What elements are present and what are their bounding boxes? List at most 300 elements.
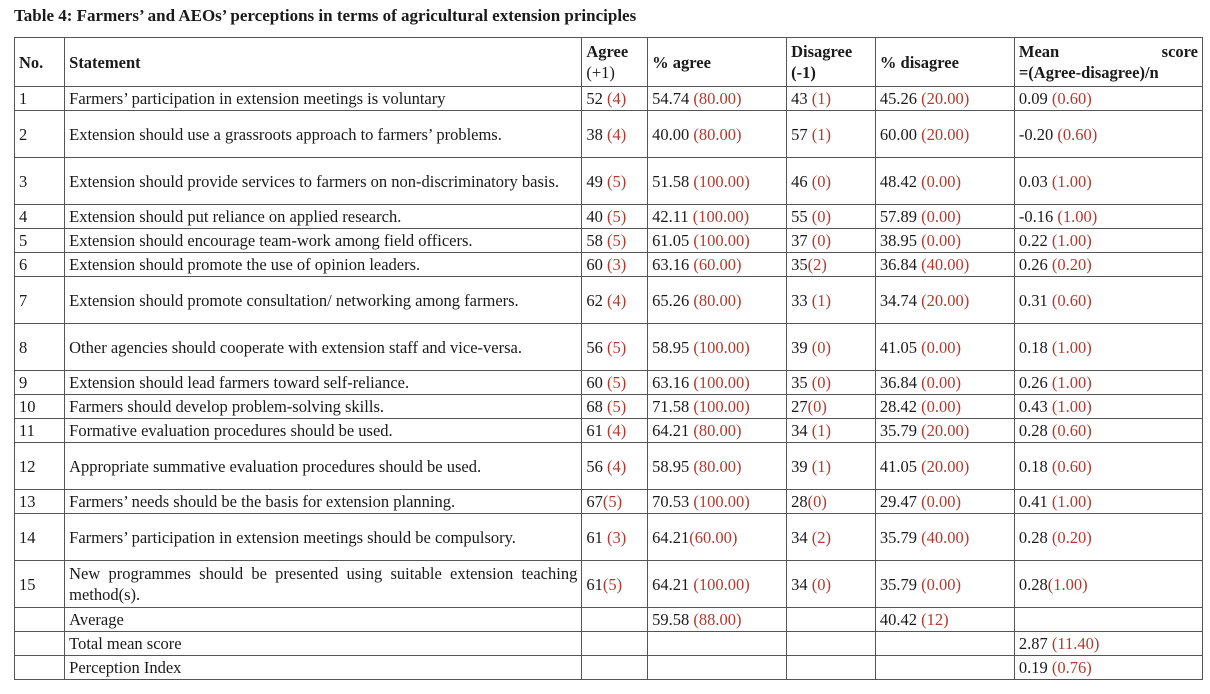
cell-no: 11 [15,419,65,443]
header-disagree-sub: (-1) [791,63,816,82]
cell-mean-score [1014,277,1202,324]
pct-disagree-value: 36.84 [879,255,918,274]
pct-disagree-aeo-value: (0.00) [921,171,962,191]
pct-disagree-aeo-value: (20.00) [921,421,970,440]
disagree-value: 34 [791,527,808,547]
pct-agree-value: 42.11 [652,207,689,226]
cell-pct-agree [648,253,787,277]
table-row [15,158,1203,205]
cell-pct-agree [648,111,787,158]
cell-agree [582,229,648,253]
mean-score-aeo-value: (1.00) [1051,373,1092,392]
table-row [15,111,1203,158]
cell-agree [582,111,648,158]
disagree-value: 39 [791,456,808,476]
cell-no: 7 [15,277,65,324]
cell-no: 1 [15,87,65,111]
average-row-pct-disagree-value: 40.42 [879,610,918,629]
agree-value: 56 [586,337,603,357]
disagree-value: 34 [791,421,808,440]
cell-pct-agree [648,324,787,371]
pct-agree-value: 70.53 [652,492,690,511]
pct-disagree-aeo-value: (20.00) [921,456,970,476]
agree-value: 38 [586,124,603,144]
cell-mean-score [1014,561,1202,608]
cell-disagree [787,324,876,371]
pct-disagree-value: 36.84 [879,373,918,392]
total-row-mean-score-value: 2.87 [1018,634,1048,653]
cell-pct-disagree [875,158,1014,205]
pct-disagree-aeo-value: (20.00) [921,124,970,144]
disagree-aeo-value: (0) [811,207,831,226]
pct-agree-aeo-value: (80.00) [693,89,742,108]
cell-mean-score [1014,253,1202,277]
pct-agree-aeo-value: (80.00) [693,421,742,440]
cell-pct-disagree [875,490,1014,514]
perceptions-table [14,37,1203,680]
pct-agree-value: 63.16 [652,373,690,392]
cell-no: 3 [15,158,65,205]
cell-mean-score [1014,111,1202,158]
pct-agree-value: 65.26 [652,290,690,310]
header-statement-text: Statement [69,52,141,72]
index-row [15,656,1203,680]
average-row-pct-disagree-aeo-value: (12) [921,610,949,629]
mean-score-aeo-value: (1.00) [1051,397,1092,416]
average-row-pct-agree-value: 59.58 [652,610,690,629]
pct-agree-aeo-value: (80.00) [693,290,742,310]
pct-agree-value: 40.00 [652,124,690,144]
table-row [15,371,1203,395]
cell-agree [582,324,648,371]
pct-agree-aeo-value: (60.00) [693,255,742,274]
pct-disagree-value: 41.05 [879,337,918,357]
table-row [15,514,1203,561]
total-row-label: Total mean score [65,632,582,656]
average-row [15,608,1203,632]
pct-agree-value: 71.58 [652,397,690,416]
mean-score-value: -0.20 [1018,124,1054,144]
mean-header-word2: score [1161,42,1198,61]
disagree-value: 55 [791,207,808,226]
pct-disagree-aeo-value: (40.00) [921,527,970,547]
mean-score-value: 0.43 [1018,397,1048,416]
header-agree-sub: (+1) [586,63,615,82]
cell-pct-disagree [875,395,1014,419]
cell-disagree [787,419,876,443]
agree-aeo-value: (5) [606,207,627,226]
cell-statement: Farmers’ participation in extension meetings is voluntary [65,87,582,111]
cell-no [15,632,65,656]
agree-value: 56 [586,456,603,476]
agree-aeo-value: (4) [606,124,627,144]
disagree-aeo-value: (0) [811,171,831,191]
cell-pct-disagree [875,632,1014,656]
mean-header-word1: Mean [1018,42,1060,61]
cell-mean-score [1014,490,1202,514]
table-row [15,205,1203,229]
cell-disagree [787,277,876,324]
agree-aeo-value: (3) [606,255,627,274]
cell-no: 5 [15,229,65,253]
mean-score-aeo-value: (0.60) [1051,290,1092,310]
disagree-aeo-value: (0) [811,373,831,392]
agree-aeo-value: (5) [602,492,623,511]
mean-score-aeo-value: (1.00) [1057,207,1098,226]
cell-statement: Extension should encourage team-work among field officers. [65,229,582,253]
header-disagree [787,38,876,87]
cell-mean-score [1014,205,1202,229]
cell-no: 8 [15,324,65,371]
mean-score-aeo-value: (0.60) [1051,456,1092,476]
header-pct-agree-text: % agree [652,52,711,72]
total-row [15,632,1203,656]
mean-score-aeo-value: (1.00) [1051,231,1092,250]
pct-agree-value: 63.16 [652,255,690,274]
agree-value: 61 [586,421,603,440]
cell-disagree [787,158,876,205]
mean-score-aeo-value: (1.00) [1047,574,1088,594]
agree-aeo-value: (4) [606,421,627,440]
header-agree [582,38,648,87]
cell-no: 6 [15,253,65,277]
cell-agree [582,395,648,419]
pct-disagree-value: 45.26 [879,89,918,108]
pct-disagree-aeo-value: (0.00) [921,207,962,226]
mean-score-value: 0.03 [1018,171,1048,191]
cell-disagree [787,656,876,680]
disagree-aeo-value: (1) [811,89,831,108]
agree-aeo-value: (5) [606,171,627,191]
mean-score-aeo-value: (0.20) [1051,255,1092,274]
cell-pct-disagree [875,111,1014,158]
mean-score-value: 0.26 [1018,255,1048,274]
cell-mean-score [1014,443,1202,490]
disagree-value: 39 [791,337,808,357]
disagree-aeo-value: (0) [811,337,831,357]
agree-value: 60 [586,373,603,392]
pct-disagree-value: 48.42 [879,171,918,191]
pct-disagree-value: 34.74 [879,290,918,310]
cell-agree [582,87,648,111]
agree-aeo-value: (5) [606,231,627,250]
cell-no: 9 [15,371,65,395]
pct-disagree-aeo-value: (0.00) [921,373,962,392]
mean-score-value: 0.09 [1018,89,1048,108]
table-caption: Table 4: Farmers’ and AEOs’ perceptions in terms of agricultural extension principles [14,6,637,25]
cell-agree [582,205,648,229]
pct-disagree-aeo-value: (0.00) [921,231,962,250]
disagree-aeo-value: (0) [807,397,827,416]
table-row [15,395,1203,419]
header-row [15,38,1203,87]
disagree-aeo-value: (0) [807,492,827,511]
mean-header-formula: =(Agree-disagree)/n [1018,63,1159,82]
average-row-pct-agree-aeo-value: (88.00) [693,610,742,629]
table-row [15,561,1203,608]
disagree-aeo-value: (0) [811,574,831,594]
cell-pct-agree [648,490,787,514]
header-disagree-text: Disagree [791,42,853,61]
cell-mean-score [1014,229,1202,253]
cell-pct-disagree [875,443,1014,490]
table-row [15,324,1203,371]
cell-agree [582,490,648,514]
cell-mean-score [1014,324,1202,371]
disagree-value: 27 [791,397,808,416]
cell-agree [582,277,648,324]
index-row-mean-score-value: 0.19 [1018,658,1048,677]
cell-statement: Formative evaluation procedures should be used. [65,419,582,443]
table-body [15,87,1203,680]
agree-aeo-value: (4) [606,89,627,108]
mean-score-value: 0.18 [1018,337,1048,357]
cell-statement: New programmes should be presented using suitable extension teaching method(s). [65,561,582,608]
cell-pct-disagree [875,514,1014,561]
agree-value: 60 [586,255,603,274]
agree-value: 61 [586,574,603,594]
pct-disagree-value: 35.79 [879,574,918,594]
cell-statement: Extension should provide services to farmers on non-discriminatory basis. [65,158,582,205]
index-row-label: Perception Index [65,656,582,680]
cell-statement: Extension should put reliance on applied research. [65,205,582,229]
pct-agree-aeo-value: (100.00) [693,231,750,250]
mean-score-aeo-value: (0.60) [1051,421,1092,440]
pct-agree-value: 58.95 [652,456,690,476]
header-pct-disagree-text: % disagree [879,52,959,72]
pct-agree-aeo-value: (100.00) [693,492,750,511]
cell-pct-disagree [875,253,1014,277]
table-row [15,490,1203,514]
header-statement [65,38,582,87]
cell-pct-disagree [875,656,1014,680]
cell-no: 12 [15,443,65,490]
cell-pct-agree [648,443,787,490]
cell-agree [582,371,648,395]
cell-disagree [787,514,876,561]
pct-agree-value: 64.21 [652,574,690,594]
pct-disagree-value: 35.79 [879,527,918,547]
cell-pct-disagree [875,205,1014,229]
cell-pct-agree [648,514,787,561]
disagree-value: 35 [791,373,808,392]
pct-disagree-value: 60.00 [879,124,918,144]
cell-disagree [787,205,876,229]
mean-score-value: 0.28 [1018,574,1048,594]
header-mean-score [1014,38,1202,87]
cell-no: 2 [15,111,65,158]
mean-score-aeo-value: (0.60) [1051,89,1092,108]
cell-no: 14 [15,514,65,561]
cell-statement: Other agencies should cooperate with extension staff and vice-versa. [65,324,582,371]
pct-agree-value: 64.21 [652,421,690,440]
mean-score-value: -0.16 [1018,207,1054,226]
pct-disagree-aeo-value: (20.00) [921,290,970,310]
disagree-value: 34 [791,574,808,594]
agree-aeo-value: (5) [606,337,627,357]
mean-score-value: 0.31 [1018,290,1048,310]
cell-statement: Appropriate summative evaluation procedures should be used. [65,443,582,490]
cell-no [15,608,65,632]
cell-disagree [787,87,876,111]
table-row [15,229,1203,253]
cell-pct-agree [648,608,787,632]
pct-agree-value: 64.21 [652,527,690,547]
header-agree-text: Agree [586,42,629,61]
mean-header-line1 [1019,41,1198,62]
cell-mean-score [1014,632,1202,656]
pct-disagree-aeo-value: (0.00) [921,492,962,511]
mean-score-value: 0.28 [1018,421,1048,440]
agree-value: 58 [586,231,603,250]
pct-disagree-aeo-value: (40.00) [921,255,970,274]
cell-pct-agree [648,158,787,205]
mean-score-value: 0.26 [1018,373,1048,392]
disagree-aeo-value: (1) [811,421,831,440]
cell-agree [582,419,648,443]
agree-value: 40 [586,207,603,226]
cell-mean-score [1014,395,1202,419]
pct-disagree-aeo-value: (20.00) [921,89,970,108]
cell-no: 13 [15,490,65,514]
cell-mean-score [1014,656,1202,680]
agree-value: 49 [586,171,603,191]
average-row-label: Average [65,608,582,632]
mean-score-value: 0.18 [1018,456,1048,476]
disagree-value: 37 [791,231,808,250]
pct-disagree-value: 57.89 [879,207,918,226]
disagree-value: 33 [791,290,808,310]
cell-pct-agree [648,371,787,395]
cell-statement: Farmers’ needs should be the basis for extension planning. [65,490,582,514]
mean-score-aeo-value: (1.00) [1051,171,1092,191]
table-row [15,253,1203,277]
cell-agree [582,561,648,608]
agree-value: 62 [586,290,603,310]
pct-agree-aeo-value: (100.00) [693,171,750,191]
cell-agree [582,443,648,490]
header-no [15,38,65,87]
cell-statement: Farmers’ participation in extension meetings should be compulsory. [65,514,582,561]
cell-pct-disagree [875,87,1014,111]
cell-disagree [787,253,876,277]
disagree-value: 28 [791,492,808,511]
cell-agree [582,608,648,632]
disagree-value: 35 [791,255,808,274]
agree-aeo-value: (4) [606,456,627,476]
cell-mean-score [1014,514,1202,561]
cell-pct-agree [648,632,787,656]
cell-agree [582,656,648,680]
mean-score-aeo-value: (1.00) [1051,492,1092,511]
cell-pct-agree [648,561,787,608]
mean-header-block [1019,41,1198,83]
disagree-aeo-value: (2) [811,527,831,547]
mean-score-value: 0.22 [1018,231,1048,250]
cell-pct-agree [648,656,787,680]
table-row [15,87,1203,111]
cell-mean-score [1014,371,1202,395]
pct-disagree-value: 35.79 [879,421,918,440]
cell-agree [582,514,648,561]
mean-score-aeo-value: (0.20) [1051,527,1092,547]
pct-agree-aeo-value: (100.00) [693,337,750,357]
pct-disagree-aeo-value: (0.00) [921,397,962,416]
pct-agree-aeo-value: (100.00) [693,373,750,392]
pct-agree-aeo-value: (60.00) [689,527,738,547]
cell-mean-score [1014,419,1202,443]
cell-disagree [787,608,876,632]
disagree-aeo-value: (0) [811,231,831,250]
cell-agree [582,632,648,656]
cell-pct-agree [648,87,787,111]
pct-disagree-aeo-value: (0.00) [921,574,962,594]
cell-statement: Extension should use a grassroots approach to farmers’ problems. [65,111,582,158]
cell-disagree [787,371,876,395]
cell-pct-disagree [875,229,1014,253]
disagree-value: 46 [791,171,808,191]
cell-disagree [787,632,876,656]
cell-statement: Extension should promote consultation/ networking among farmers. [65,277,582,324]
mean-score-aeo-value: (0.60) [1057,124,1098,144]
cell-no: 15 [15,561,65,608]
pct-agree-aeo-value: (100.00) [693,574,750,594]
disagree-aeo-value: (2) [807,255,827,274]
agree-aeo-value: (5) [606,373,627,392]
disagree-aeo-value: (1) [811,456,831,476]
agree-value: 52 [586,89,603,108]
table-row [15,277,1203,324]
cell-agree [582,253,648,277]
cell-pct-agree [648,419,787,443]
cell-mean-score [1014,87,1202,111]
cell-disagree [787,561,876,608]
agree-aeo-value: (3) [606,527,627,547]
cell-no: 10 [15,395,65,419]
cell-no: 4 [15,205,65,229]
pct-agree-aeo-value: (100.00) [692,207,750,226]
cell-statement: Farmers should develop problem-solving skills. [65,395,582,419]
pct-disagree-value: 38.95 [879,231,918,250]
table-row [15,419,1203,443]
cell-pct-agree [648,229,787,253]
cell-mean-score [1014,158,1202,205]
disagree-aeo-value: (1) [811,290,831,310]
cell-statement: Extension should promote the use of opinion leaders. [65,253,582,277]
pct-agree-value: 51.58 [652,171,690,191]
agree-aeo-value: (4) [606,290,627,310]
agree-aeo-value: (5) [606,397,627,416]
pct-disagree-value: 28.42 [879,397,918,416]
index-row-mean-score-aeo-value: (0.76) [1051,658,1092,677]
cell-mean-score [1014,608,1202,632]
cell-pct-agree [648,277,787,324]
header-pct-agree [648,38,787,87]
disagree-value: 43 [791,89,808,108]
agree-value: 68 [586,397,603,416]
cell-no [15,656,65,680]
pct-agree-value: 58.95 [652,337,690,357]
cell-disagree [787,229,876,253]
header-pct-disagree [875,38,1014,87]
agree-aeo-value: (5) [602,574,623,594]
mean-score-aeo-value: (1.00) [1051,337,1092,357]
cell-pct-disagree [875,608,1014,632]
mean-score-value: 0.41 [1018,492,1048,511]
cell-pct-disagree [875,371,1014,395]
table-row [15,443,1203,490]
cell-pct-disagree [875,324,1014,371]
